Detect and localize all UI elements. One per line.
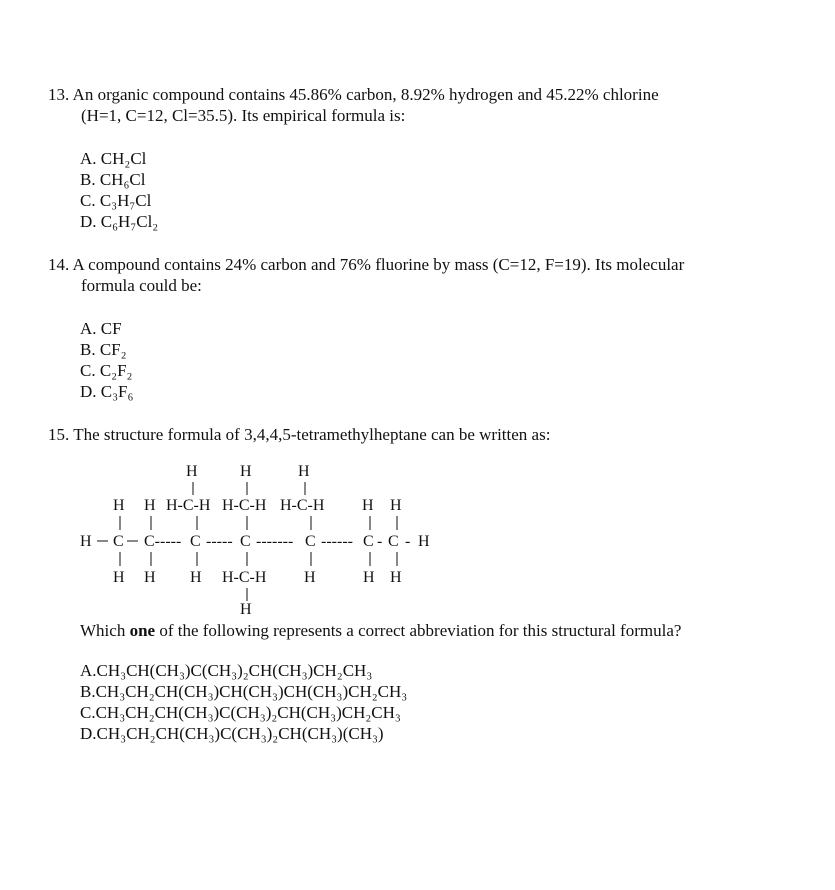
atom-h: H <box>390 497 402 514</box>
atom-h: H <box>144 497 156 514</box>
question-14-stem-line1: 14. A compound contains 24% carbon and 76% fluorine by mass (C=12, F=19). Its molecular <box>48 255 685 274</box>
option-b: B. CF₂ <box>80 340 127 359</box>
option-d: D. C₃F₆ <box>80 382 134 401</box>
atom-h: H <box>190 569 202 586</box>
atom-c: C----- <box>144 533 182 550</box>
atom-h: H <box>240 463 252 480</box>
question-13-stem-line1: 13. An organic compound contains 45.86% carbon, 8.92% hydrogen and 45.22% chlorine <box>48 85 659 104</box>
bond-dashes: ------ <box>321 533 353 550</box>
question-14-options <box>80 318 133 402</box>
option-a: A. CH₂Cl <box>80 149 147 168</box>
atom-c: C <box>388 533 399 550</box>
methyl-group: H-C-H <box>222 569 267 586</box>
option-d: D. C₆H₇Cl₂ <box>80 212 159 231</box>
atom-h: H <box>144 569 156 586</box>
prompt-text-after: of the following represents a correct abbreviation for this structural formula? <box>155 621 682 640</box>
question-15 <box>48 424 748 445</box>
atom-c: C <box>305 533 316 550</box>
atom-h: H <box>363 569 375 586</box>
question-13 <box>48 84 748 126</box>
question-13-options <box>80 148 158 232</box>
atom-h: H <box>80 533 92 550</box>
atom-h: H <box>298 463 310 480</box>
atom-c: C <box>240 533 251 550</box>
methyl-group: H-C-H <box>280 497 325 514</box>
atom-h: H <box>304 569 316 586</box>
bond-dashes: ------- <box>256 533 294 550</box>
atom-c: C <box>113 533 124 550</box>
option-c: C. C₃H₇Cl <box>80 191 152 210</box>
question-15-prompt <box>80 620 681 641</box>
atom-c: C <box>190 533 201 550</box>
option-b: B.CH₃CH₂CH(CH₃)CH(CH₃)CH(CH₃)CH₂CH₃ <box>80 682 408 701</box>
atom-h: H <box>240 601 252 618</box>
atom-c: C <box>363 533 374 550</box>
methyl-group: H-C-H <box>222 497 267 514</box>
bond-dash: - <box>405 533 411 550</box>
prompt-emphasis: one <box>129 621 156 640</box>
question-15-stem: 15. The structure formula of 3,4,4,5-tetramethylheptane can be written as: <box>48 425 551 444</box>
option-b: B. CH₆Cl <box>80 170 146 189</box>
atom-h: H <box>113 497 125 514</box>
option-c: C.CH₃CH₂CH(CH₃)C(CH₃)₂CH(CH₃)CH₂CH₃ <box>80 703 401 722</box>
atom-h: H <box>418 533 430 550</box>
structural-formula <box>0 455 835 620</box>
option-a: A.CH₃CH(CH₃)C(CH₃)₂CH(CH₃)CH₂CH₃ <box>80 661 373 680</box>
question-14-stem-line2: formula could be: <box>81 276 202 295</box>
atom-h: H <box>186 463 198 480</box>
methyl-group: H-C-H <box>166 497 211 514</box>
option-a: A. CF <box>80 319 122 338</box>
prompt-text-before: Which <box>80 621 130 640</box>
atom-h: H <box>362 497 374 514</box>
bond-dash: - <box>377 533 383 550</box>
question-13-stem-line2: (H=1, C=12, Cl=35.5). Its empirical formula is: <box>81 106 406 125</box>
option-c: C. C₂F₂ <box>80 361 133 380</box>
question-14 <box>48 254 748 296</box>
bond-dashes: ----- <box>206 533 233 550</box>
atom-h: H <box>390 569 402 586</box>
atom-h: H <box>113 569 125 586</box>
question-15-options <box>80 660 407 744</box>
option-d: D.CH₃CH₂CH(CH₃)C(CH₃)₂CH(CH₃)(CH₃) <box>80 724 384 743</box>
